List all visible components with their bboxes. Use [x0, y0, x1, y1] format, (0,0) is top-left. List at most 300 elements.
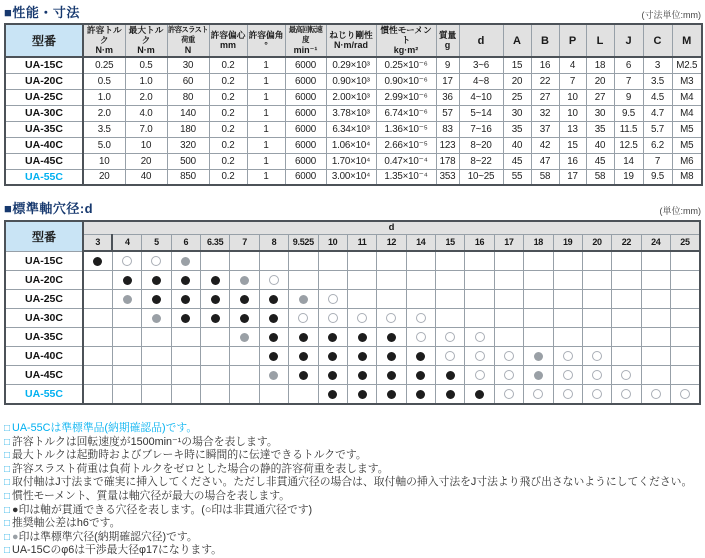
value-cell: 15 — [559, 137, 586, 153]
bore-cell — [230, 385, 259, 405]
open-dot-icon — [357, 313, 367, 323]
bore-cell — [112, 309, 141, 328]
bore-cell — [612, 271, 641, 290]
checkbox-marker-icon: □ — [4, 423, 11, 434]
footnotes — [4, 422, 701, 558]
bore-cell — [171, 290, 200, 309]
value-cell: M4 — [672, 89, 702, 105]
bore-cell — [494, 290, 523, 309]
footnote-text: UA-15Cのφ6は干渉最大径φ17になります。 — [12, 544, 222, 557]
diameter-header: 5 — [142, 234, 171, 251]
value-cell: 4.7 — [643, 105, 672, 121]
open-dot-icon — [445, 351, 455, 361]
diameter-header: 25 — [671, 234, 701, 251]
diameter-header: 14 — [406, 234, 435, 251]
bore-cell — [494, 251, 523, 271]
bore-cell — [259, 347, 288, 366]
diameter-header-row — [5, 234, 700, 251]
value-cell: 1 — [247, 137, 285, 153]
bore-cell — [112, 251, 141, 271]
table-row — [5, 271, 700, 290]
diameter-header: 3 — [83, 234, 112, 251]
value-cell: 6000 — [285, 153, 326, 169]
bore-cell — [465, 290, 494, 309]
bore-cell — [671, 271, 701, 290]
bore-cell — [612, 328, 641, 347]
value-cell: 7 — [643, 153, 672, 169]
value-cell: 57 — [436, 105, 459, 121]
full-dot-icon — [387, 333, 396, 342]
full-dot-icon — [123, 276, 132, 285]
value-cell: 45 — [586, 153, 614, 169]
table-row — [5, 366, 700, 385]
value-cell: 30 — [586, 105, 614, 121]
value-cell: 0.25×10⁻⁶ — [376, 57, 436, 73]
full-dot-icon — [299, 352, 308, 361]
bore-cell — [494, 385, 523, 405]
table-row — [5, 328, 700, 347]
full-dot-icon — [152, 276, 161, 285]
footnote — [4, 422, 701, 436]
open-dot-icon — [416, 332, 426, 342]
bore-cell — [671, 309, 701, 328]
bore-cell — [406, 328, 435, 347]
diameter-header: 6.35 — [201, 234, 230, 251]
footnote-text: ● — [12, 530, 19, 543]
section-title-bore: ■標準軸穴径:d — [4, 201, 94, 216]
bore-cell — [259, 366, 288, 385]
footnote-text: 印は準標準穴径(納期確認穴径)です。 — [18, 530, 198, 543]
section-header-performance — [4, 3, 701, 21]
bore-cell — [641, 366, 670, 385]
checkbox-marker-icon: □ — [4, 504, 11, 516]
bore-cell — [318, 309, 347, 328]
semi-dot-icon — [152, 314, 161, 323]
full-dot-icon — [181, 276, 190, 285]
bore-cell — [612, 251, 641, 271]
open-dot-icon — [151, 256, 161, 266]
checkbox-marker-icon: □ — [4, 463, 11, 475]
open-dot-icon — [269, 275, 279, 285]
full-dot-icon — [181, 314, 190, 323]
value-cell: 180 — [167, 121, 209, 137]
bore-cell — [347, 328, 376, 347]
bore-cell — [524, 251, 553, 271]
value-cell: M4 — [672, 105, 702, 121]
bore-cell — [582, 309, 611, 328]
model-cell: UA-40C — [5, 347, 83, 366]
footnote-text: 取付軸はJ寸法まで確実に挿入してください。ただし非貫通穴径の場合は、取付軸の挿入寸法をJ寸法より飛び出さないようにしてください。 — [12, 476, 693, 489]
d-span-header: d — [83, 221, 700, 234]
value-cell: 1.36×10⁻⁵ — [376, 121, 436, 137]
full-dot-icon — [446, 390, 455, 399]
full-dot-icon — [358, 390, 367, 399]
value-cell: 7 — [614, 73, 643, 89]
full-dot-icon — [387, 371, 396, 380]
bore-cell — [553, 309, 582, 328]
bore-cell — [465, 347, 494, 366]
value-cell: 9.5 — [614, 105, 643, 121]
value-cell: 36 — [436, 89, 459, 105]
bore-cell — [465, 271, 494, 290]
full-dot-icon — [328, 333, 337, 342]
full-dot-icon — [269, 352, 278, 361]
full-dot-icon — [211, 295, 220, 304]
open-dot-icon — [504, 370, 514, 380]
value-cell: 13 — [559, 121, 586, 137]
open-dot-icon — [328, 313, 338, 323]
model-header-cell: 型番 — [5, 24, 83, 57]
bore-cell — [524, 290, 553, 309]
bore-cell — [289, 366, 318, 385]
footnote — [4, 476, 701, 490]
bore-cell — [553, 385, 582, 405]
value-cell: 5~14 — [459, 105, 503, 121]
bore-cell — [230, 309, 259, 328]
diameter-header: 20 — [582, 234, 611, 251]
bore-cell — [83, 328, 112, 347]
bore-cell — [524, 385, 553, 405]
bore-cell — [553, 271, 582, 290]
full-dot-icon — [328, 352, 337, 361]
value-cell: 0.25 — [83, 57, 125, 73]
bore-cell — [171, 251, 200, 271]
open-dot-icon — [504, 351, 514, 361]
bore-cell — [671, 347, 701, 366]
bore-cell — [465, 328, 494, 347]
diameter-header: 8 — [259, 234, 288, 251]
value-cell: 17 — [559, 169, 586, 185]
bore-cell — [494, 271, 523, 290]
bore-cell — [406, 366, 435, 385]
bore-cell — [553, 328, 582, 347]
value-cell: 0.5 — [83, 73, 125, 89]
diameter-header: 24 — [641, 234, 670, 251]
diameter-header: 10 — [318, 234, 347, 251]
value-cell: 45 — [503, 153, 531, 169]
value-cell: 3.00×10⁴ — [326, 169, 376, 185]
bore-cell — [289, 328, 318, 347]
value-cell: 58 — [586, 169, 614, 185]
diameter-header: 11 — [347, 234, 376, 251]
bore-cell — [201, 385, 230, 405]
bore-cell — [83, 347, 112, 366]
full-dot-icon — [358, 352, 367, 361]
value-cell: 1 — [247, 169, 285, 185]
table-row — [5, 290, 700, 309]
open-dot-icon — [621, 370, 631, 380]
bore-cell — [318, 347, 347, 366]
bore-cell — [171, 366, 200, 385]
value-cell: 1.0 — [125, 73, 167, 89]
diameter-header: 19 — [553, 234, 582, 251]
open-dot-icon — [416, 313, 426, 323]
value-cell: 10 — [83, 153, 125, 169]
value-cell: 8~20 — [459, 137, 503, 153]
bore-cell — [582, 366, 611, 385]
bore-cell — [259, 328, 288, 347]
table-row — [5, 137, 702, 153]
footnote-text: 最大トルクは起動時およびブレーキ時に瞬間的に伝達できるトルクです。 — [12, 449, 367, 462]
value-cell: 6000 — [285, 105, 326, 121]
value-cell: 27 — [586, 89, 614, 105]
value-cell: 0.2 — [209, 153, 247, 169]
open-dot-icon — [592, 370, 602, 380]
checkbox-marker-icon: □ — [4, 490, 11, 502]
semi-dot-icon — [534, 371, 543, 380]
bore-cell — [259, 251, 288, 271]
value-cell: 178 — [436, 153, 459, 169]
bore-cell — [289, 309, 318, 328]
value-cell: 6000 — [285, 73, 326, 89]
value-cell: 0.29×10³ — [326, 57, 376, 73]
bore-cell — [612, 366, 641, 385]
bore-cell — [347, 366, 376, 385]
bore-cell — [318, 366, 347, 385]
bore-cell — [230, 271, 259, 290]
checkbox-marker-icon: □ — [4, 531, 11, 543]
column-header: 許容スラスト荷重 N — [168, 25, 208, 55]
column-header: C — [643, 24, 672, 57]
open-dot-icon — [592, 351, 602, 361]
bore-cell — [201, 328, 230, 347]
value-cell: 14 — [614, 153, 643, 169]
value-cell: 27 — [531, 89, 559, 105]
footnote — [4, 463, 701, 477]
value-cell: 5.7 — [643, 121, 672, 137]
bore-cell — [83, 251, 112, 271]
full-dot-icon — [475, 390, 484, 399]
diameter-header: 12 — [377, 234, 406, 251]
bore-cell — [406, 290, 435, 309]
column-header: J — [614, 24, 643, 57]
value-cell: 4 — [559, 57, 586, 73]
header-row — [5, 221, 700, 234]
bore-cell — [436, 328, 465, 347]
bore-cell — [377, 271, 406, 290]
table-row — [5, 385, 700, 405]
checkbox-marker-icon: □ — [4, 477, 11, 489]
bore-cell — [347, 385, 376, 405]
bore-cell — [289, 290, 318, 309]
value-cell: 7 — [559, 73, 586, 89]
column-header: L — [586, 24, 614, 57]
footnote — [4, 490, 701, 504]
bore-cell — [230, 290, 259, 309]
open-dot-icon — [592, 389, 602, 399]
open-dot-icon — [651, 389, 661, 399]
table-row — [5, 153, 702, 169]
column-header: A — [503, 24, 531, 57]
model-cell: UA-30C — [5, 309, 83, 328]
footnote-text: 許容トルクは回転速度が1500min⁻¹の場合を表します。 — [12, 435, 278, 448]
table-row — [5, 309, 700, 328]
value-cell: 3.5 — [643, 73, 672, 89]
bore-cell — [582, 290, 611, 309]
value-cell: 3~6 — [459, 57, 503, 73]
full-dot-icon — [299, 371, 308, 380]
bore-cell — [553, 366, 582, 385]
bore-cell — [230, 251, 259, 271]
full-dot-icon — [446, 371, 455, 380]
value-cell: 353 — [436, 169, 459, 185]
bore-cell — [671, 385, 701, 405]
footnote-text: UA-55Cは準標準品(納期確認品)です。 — [12, 422, 198, 434]
bore-cell — [142, 385, 171, 405]
open-dot-icon — [386, 313, 396, 323]
model-cell: UA-15C — [5, 57, 83, 73]
value-cell: 42 — [531, 137, 559, 153]
semi-dot-icon — [181, 257, 190, 266]
value-cell: 32 — [531, 105, 559, 121]
value-cell: M2.5 — [672, 57, 702, 73]
table-row — [5, 347, 700, 366]
value-cell: 6.34×10³ — [326, 121, 376, 137]
bore-cell — [201, 366, 230, 385]
footnote-text: 推奨軸公差はh6です。 — [12, 517, 121, 530]
bore-cell — [318, 290, 347, 309]
bore-cell — [524, 328, 553, 347]
semi-dot-icon — [534, 352, 543, 361]
column-header: 最高回転速度 min⁻¹ — [285, 24, 326, 57]
bore-cell — [436, 290, 465, 309]
bore-cell — [436, 366, 465, 385]
bore-cell — [347, 251, 376, 271]
semi-dot-icon — [240, 333, 249, 342]
bore-cell — [436, 251, 465, 271]
bore-cell — [524, 309, 553, 328]
bore-cell — [230, 347, 259, 366]
bore-cell — [347, 309, 376, 328]
value-cell: 10 — [125, 137, 167, 153]
value-cell: 20 — [83, 169, 125, 185]
model-cell: UA-30C — [5, 105, 83, 121]
value-cell: 35 — [503, 121, 531, 137]
value-cell: 8~22 — [459, 153, 503, 169]
value-cell: 3 — [643, 57, 672, 73]
column-header: 最大トルク N·m — [125, 24, 167, 57]
column-header: 質量 g — [436, 24, 459, 57]
semi-dot-icon — [240, 276, 249, 285]
bore-cell — [289, 347, 318, 366]
value-cell: 35 — [586, 121, 614, 137]
bore-cell — [582, 251, 611, 271]
table-row — [5, 121, 702, 137]
full-dot-icon — [387, 352, 396, 361]
value-cell: 1.35×10⁻⁴ — [376, 169, 436, 185]
value-cell: 4~8 — [459, 73, 503, 89]
value-cell: 10~25 — [459, 169, 503, 185]
value-cell: M6 — [672, 153, 702, 169]
model-cell: UA-25C — [5, 290, 83, 309]
bore-cell — [83, 385, 112, 405]
full-dot-icon — [416, 390, 425, 399]
column-header: 許容偏心 mm — [209, 24, 247, 57]
value-cell: 12.5 — [614, 137, 643, 153]
bore-cell — [259, 271, 288, 290]
footnote — [4, 531, 701, 545]
footnote-text: 慣性モーメント、質量は軸穴径が最大の場合を表します。 — [12, 489, 290, 502]
value-cell: 0.2 — [209, 105, 247, 121]
value-cell: 0.47×10⁻⁴ — [376, 153, 436, 169]
model-cell: UA-15C — [5, 251, 83, 271]
value-cell: 850 — [167, 169, 209, 185]
model-cell: UA-55C — [5, 385, 83, 405]
bore-cell — [582, 347, 611, 366]
value-cell: M5 — [672, 121, 702, 137]
bore-cell — [406, 347, 435, 366]
bore-cell — [406, 251, 435, 271]
value-cell: 4.0 — [125, 105, 167, 121]
full-dot-icon — [211, 314, 220, 323]
bore-cell — [553, 347, 582, 366]
model-cell: UA-35C — [5, 121, 83, 137]
full-dot-icon — [328, 371, 337, 380]
bore-cell — [671, 366, 701, 385]
bore-cell — [171, 309, 200, 328]
value-cell: 1 — [247, 89, 285, 105]
value-cell: 0.2 — [209, 73, 247, 89]
value-cell: 58 — [531, 169, 559, 185]
bore-cell — [259, 290, 288, 309]
value-cell: 40 — [125, 169, 167, 185]
bore-cell — [142, 290, 171, 309]
value-cell: M3 — [672, 73, 702, 89]
bore-cell — [641, 347, 670, 366]
bore-cell — [112, 290, 141, 309]
bore-cell — [289, 251, 318, 271]
bore-cell — [671, 290, 701, 309]
value-cell: 37 — [531, 121, 559, 137]
model-cell: UA-20C — [5, 271, 83, 290]
bore-cell — [230, 366, 259, 385]
checkbox-marker-icon: □ — [4, 545, 11, 557]
bore-cell — [83, 271, 112, 290]
footnote — [4, 517, 701, 531]
value-cell: 9 — [614, 89, 643, 105]
bore-cell — [377, 309, 406, 328]
checkbox-marker-icon: □ — [4, 518, 11, 530]
bore-cell — [524, 347, 553, 366]
value-cell: 2.0 — [125, 89, 167, 105]
bore-cell — [612, 290, 641, 309]
value-cell: 60 — [167, 73, 209, 89]
model-cell: UA-55C — [5, 169, 83, 185]
bore-cell — [83, 366, 112, 385]
bore-cell — [318, 328, 347, 347]
bore-cell — [112, 385, 141, 405]
value-cell: 6.2 — [643, 137, 672, 153]
bore-cell — [142, 328, 171, 347]
diameter-header: 9.525 — [289, 234, 318, 251]
value-cell: 1 — [247, 121, 285, 137]
value-cell: 320 — [167, 137, 209, 153]
bore-cell — [465, 366, 494, 385]
value-cell: 3.78×10³ — [326, 105, 376, 121]
value-cell: 123 — [436, 137, 459, 153]
bore-unit-note: (単位:mm) — [659, 206, 701, 216]
model-header-cell: 型番 — [5, 221, 83, 251]
bore-cell — [494, 347, 523, 366]
diameter-header: 6 — [171, 234, 200, 251]
bore-cell — [641, 251, 670, 271]
footnote — [4, 504, 701, 518]
value-cell: 17 — [436, 73, 459, 89]
value-cell: 1 — [247, 105, 285, 121]
bore-cell — [465, 251, 494, 271]
bore-cell — [259, 385, 288, 405]
bore-cell — [289, 385, 318, 405]
